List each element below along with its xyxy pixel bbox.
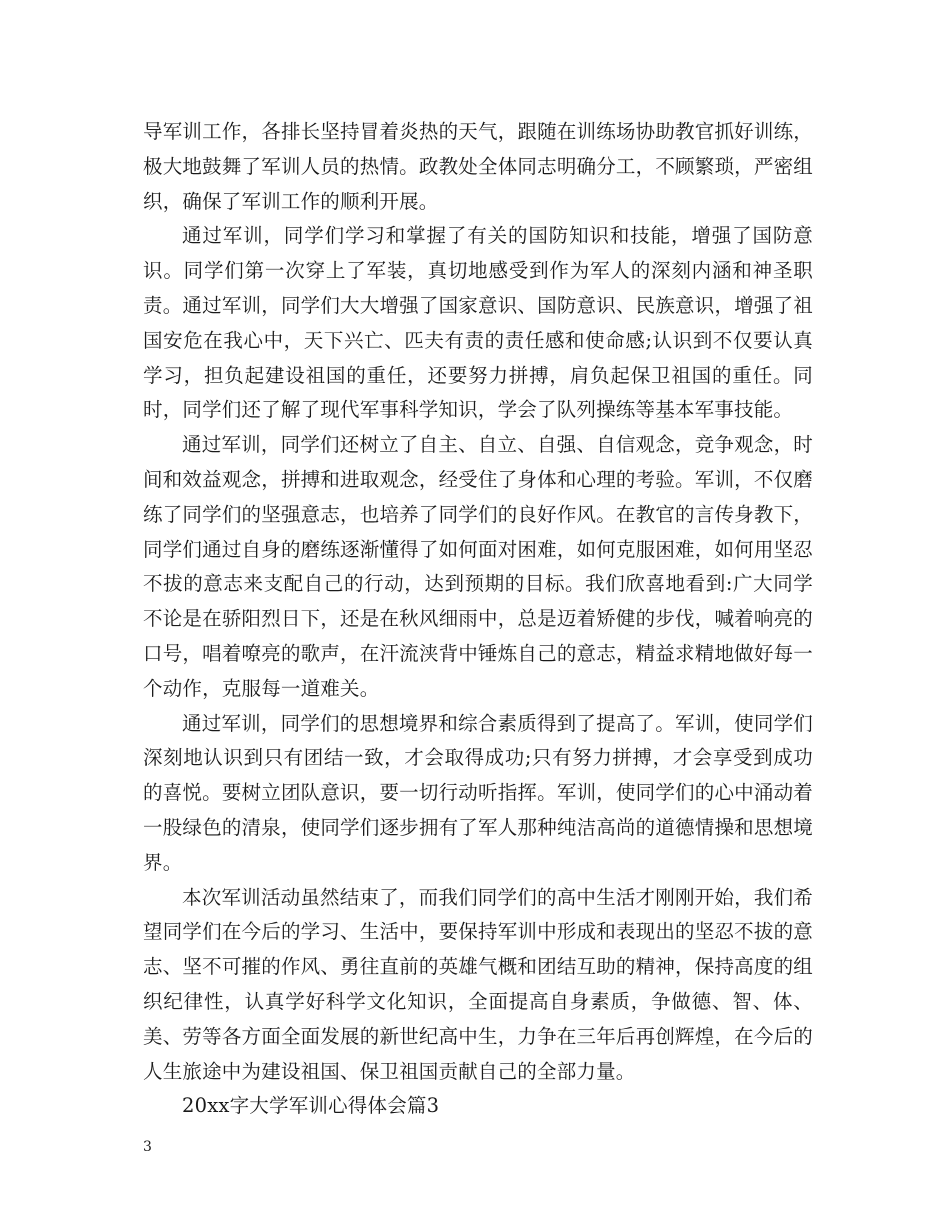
paragraph-continuation: 导军训工作，各排长坚持冒着炎热的天气，跟随在训练场协助教官抓好训练，极大地鼓舞了军训人员的热情。政教处全体同志明确分工，不顾繁琐，严密组织，确保了军训工作的顺利开展。 [143,120,813,213]
paragraph-willpower: 通过军训，同学们还树立了自主、自立、自强、自信观念，竞争观念，时间和效益观念，拼搏和进取观念，经受住了身体和心理的考验。军训，不仅磨练了同学们的坚强意志，也培养了同学们的良好作风。在教官的言传身教下，同学们通过自身的磨练逐渐懂得了如何面对困难，如何克服困难，如何用坚忍不拔的意志来支配自己的行动，达到预期的目标。我们欣喜地看到:广大同学不论是在骄阳烈日下，还是在秋风细雨中，总是迈着矫健的步伐，喊着响亮的口号，唱着嘹亮的歌声，在汗流浃背中锤炼自己的意志，精益求精地做好每一个动作，克服每一道难关。 [143,433,813,700]
paragraph-defense-knowledge: 通过军训，同学们学习和掌握了有关的国防知识和技能，增强了国防意识。同学们第一次穿上了军装，真切地感受到作为军人的深刻内涵和神圣职责。通过军训，同学们大大增强了国家意识、国防意识、民族意识，增强了祖国安危在我心中，天下兴亡、匹夫有责的责任感和使命感;认识到不仅要认真学习，担负起建设祖国的重任，还要努力拼搏，肩负起保卫祖国的重任。同时，同学们还了解了现代军事科学知识，学会了队列操练等基本军事技能。 [143,224,813,422]
paragraph-ideological-level: 通过军训，同学们的思想境界和综合素质得到了提高了。军训，使同学们深刻地认识到只有团结一致，才会取得成功;只有努力拼搏，才会享受到成功的喜悦。要树立团队意识，要一切行动听指挥。军训，使同学们的心中涌动着一股绿色的清泉，使同学们逐步拥有了军人那种纯洁高尚的道德情操和思想境界。 [143,711,813,874]
page-number: 3 [143,1139,152,1155]
paragraph-conclusion: 本次军训活动虽然结束了，而我们同学们的高中生活才刚刚开始，我们希望同学们在今后的学习、生活中，要保持军训中形成和表现出的坚忍不拔的意志、坚不可摧的作风、勇往直前的英雄气概和团结互助的精神，保持高度的组织纪律性，认真学好科学文化知识，全面提高自身素质，争做德、智、体、美、劳等各方面全面发展的新世纪高中生，力争在三年后再创辉煌，在今后的人生旅途中为建设祖国、保卫祖国贡献自己的全部力量。 [143,885,813,1083]
section-heading: 20xx字大学军训心得体会篇3 [182,1094,440,1118]
document-body [143,115,813,1124]
